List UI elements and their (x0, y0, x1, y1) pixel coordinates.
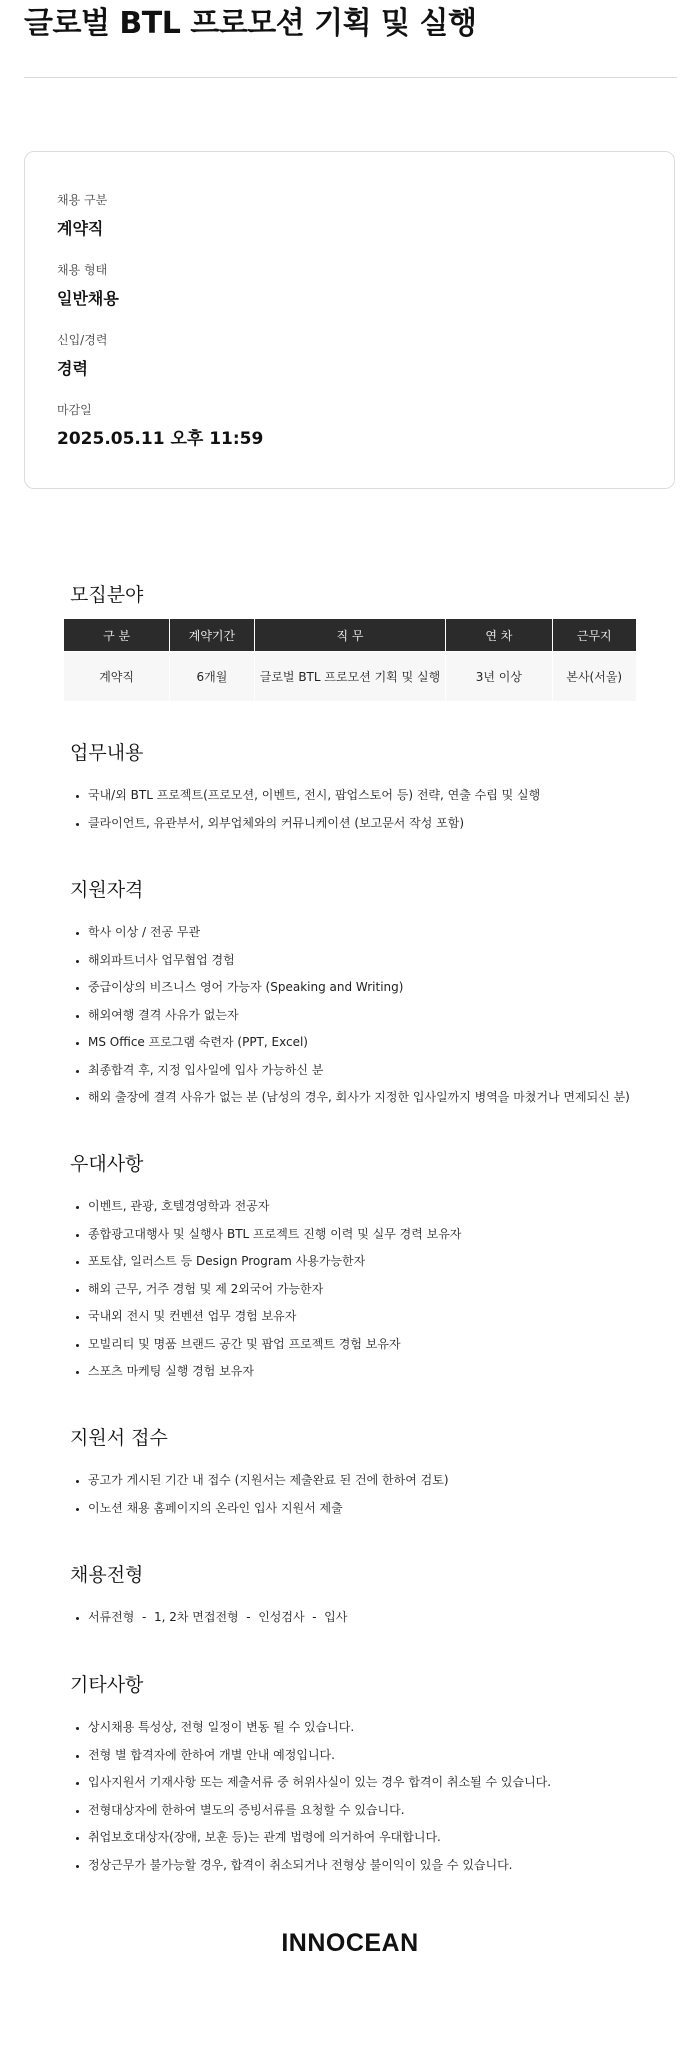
table-cell: 6개월 (170, 651, 253, 701)
table-header-cell: 근무지 (553, 619, 637, 651)
table-header-cell: 계약기간 (170, 619, 253, 651)
process-list (76, 1604, 347, 1632)
list-item: 이벤트, 관광, 호텔경영학과 전공자 (76, 1193, 461, 1221)
table-row (64, 651, 636, 701)
table-header-cell: 직 무 (255, 619, 446, 651)
table-cell: 계약직 (64, 651, 169, 701)
info-deadline (57, 402, 263, 450)
info-employment-type (57, 192, 107, 240)
list-item: 상시채용 특성상, 전형 일정이 변동 될 수 있습니다. (76, 1714, 551, 1742)
table-header-row (64, 619, 636, 651)
list-item: 종합광고대행사 및 실행사 BTL 프로젝트 진행 이력 및 실무 경력 보유자 (76, 1221, 461, 1249)
list-item: 클라이언트, 유관부서, 외부업체와의 커뮤니케이션 (보고문서 작성 포함) (76, 810, 540, 838)
page-title: 글로벌 BTL 프로모션 기획 및 실행 (24, 6, 477, 41)
list-item: 이노션 채용 홈페이지의 온라인 입사 지원서 제출 (76, 1495, 449, 1523)
table-header-cell: 연 차 (446, 619, 551, 651)
list-item: MS Office 프로그램 숙련자 (PPT, Excel) (76, 1029, 630, 1057)
duties-list (76, 782, 540, 837)
info-value: 계약직 (57, 219, 104, 238)
table-header-cell: 구 분 (64, 619, 169, 651)
section-heading-recruit: 모집분야 (70, 584, 144, 606)
application-list (76, 1467, 449, 1522)
info-career-level (57, 332, 107, 380)
info-value: 일반채용 (57, 289, 119, 308)
list-item: 해외 근무, 거주 경험 및 제 2외국어 가능한자 (76, 1276, 461, 1304)
list-item: 해외 출장에 결격 사유가 없는 분 (남성의 경우, 회사가 지정한 입사일까지 병역을 마쳤거나 면제되신 분) (76, 1084, 630, 1112)
section-heading-etc: 기타사항 (70, 1674, 144, 1696)
info-value: 2025.05.11 오후 11:59 (57, 429, 264, 449)
qualifications-list (76, 919, 630, 1112)
innocean-logo: INNOCEAN (281, 1929, 419, 1957)
recruit-table (63, 619, 637, 701)
info-value: 경력 (57, 359, 88, 378)
list-item: 전형대상자에 한하여 별도의 증빙서류를 요청할 수 있습니다. (76, 1797, 551, 1825)
info-label: 마감일 (57, 403, 92, 417)
section-heading-application: 지원서 접수 (70, 1427, 168, 1449)
preferences-list (76, 1193, 461, 1386)
list-item: 중급이상의 비즈니스 영어 가능자 (Speaking and Writing) (76, 974, 630, 1002)
table-cell: 본사(서울) (553, 651, 637, 701)
list-item: 정상근무가 불가능할 경우, 합격이 취소되거나 전형상 불이익이 있을 수 있습니다. (76, 1852, 551, 1880)
list-item: 학사 이상 / 전공 무관 (76, 919, 630, 947)
list-item: 전형 별 합격자에 한하여 개별 안내 예정입니다. (76, 1742, 551, 1770)
info-hiring-form (57, 262, 119, 310)
etc-list (76, 1714, 551, 1879)
list-item: 모빌리티 및 명품 브랜드 공간 및 팝업 프로젝트 경험 보유자 (76, 1331, 461, 1359)
title-divider (24, 77, 677, 78)
list-item: 서류전형 - 1, 2차 면접전형 - 인성검사 - 입사 (76, 1604, 347, 1632)
list-item: 포토샵, 일러스트 등 Design Program 사용가능한자 (76, 1248, 461, 1276)
table-cell: 3년 이상 (446, 651, 551, 701)
section-heading-preferences: 우대사항 (70, 1153, 144, 1175)
list-item: 국내외 전시 및 컨벤션 업무 경험 보유자 (76, 1303, 461, 1331)
list-item: 해외여행 결격 사유가 없는자 (76, 1002, 630, 1030)
job-info-card (24, 151, 675, 489)
list-item: 공고가 게시된 기간 내 접수 (지원서는 제출완료 된 건에 한하여 검토) (76, 1467, 449, 1495)
list-item: 스포츠 마케팅 실행 경험 보유자 (76, 1358, 461, 1386)
list-item: 해외파트너사 업무협업 경험 (76, 947, 630, 975)
table-cell: 글로벌 BTL 프로모션 기획 및 실행 (255, 651, 446, 701)
section-heading-duties: 업무내용 (70, 742, 144, 764)
list-item: 최종합격 후, 지정 입사일에 입사 가능하신 분 (76, 1057, 630, 1085)
info-label: 채용 구분 (57, 193, 108, 207)
list-item: 국내/외 BTL 프로젝트(프로모션, 이벤트, 전시, 팝업스토어 등) 전략, 연출 수립 및 실행 (76, 782, 540, 810)
list-item: 취업보호대상자(장애, 보훈 등)는 관계 법령에 의거하여 우대합니다. (76, 1824, 551, 1852)
info-label: 채용 형태 (57, 263, 108, 277)
info-label: 신입/경력 (57, 333, 108, 347)
section-heading-process: 채용전형 (70, 1564, 144, 1586)
list-item: 입사지원서 기재사항 또는 제출서류 중 허위사실이 있는 경우 합격이 취소될 수 있습니다. (76, 1769, 551, 1797)
section-heading-qualifications: 지원자격 (70, 879, 144, 901)
